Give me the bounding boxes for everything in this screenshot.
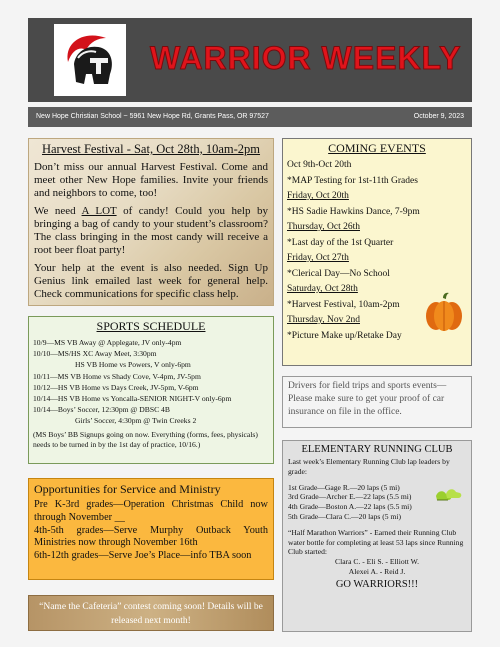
- sports-row: 10/14—HS VB Home vs Yoncalla-SENIOR NIGHT-V only-6pm: [33, 394, 232, 404]
- running-club-heading: ELEMENTARY RUNNING CLUB: [301, 444, 453, 455]
- opportunity-item: 6th-12th grades—Serve Joe’s Place—info TBA soon: [34, 550, 252, 562]
- event-line: Saturday, Oct 28th: [287, 284, 358, 294]
- event-line: *MAP Testing for 1st-11th Grades: [287, 175, 418, 186]
- event-line: Oct 9th-Oct 20th: [287, 160, 352, 170]
- harvest-paragraph-1: Don’t miss our annual Harvest Festival. Come and meet other New Hope families. Invite your friends and neighbors to come, too!: [34, 161, 268, 199]
- harvest-p2-start: We need: [34, 205, 82, 217]
- opportunity-item: Pre K-3rd grades—Operation Christmas Child now through November __: [34, 499, 268, 523]
- running-club-section: [282, 440, 472, 632]
- lap-leader: 1st Grade—Gage R.—20 laps (5 mi): [288, 482, 400, 492]
- event-line: *Picture Make up/Retake Day: [287, 330, 402, 341]
- go-warriors: GO WARRIORS!!!: [335, 578, 419, 590]
- event-line: Thursday, Oct 26th: [287, 222, 360, 232]
- sports-schedule-heading: SPORTS SCHEDULE: [96, 319, 206, 333]
- event-line: *Clerical Day—No School: [287, 268, 390, 279]
- sports-note: (MS Boys’ BB Signups going on now. Everything (forms, fees, physicals) needs to be turned in by the 1st day of practice, 10/16.): [33, 429, 258, 449]
- warrior-helmet-logo: [54, 24, 126, 96]
- sports-row: 10/9—MS VB Away @ Applegate, JV only-4pm: [33, 338, 182, 347]
- opportunity-item: 4th-5th grades—Serve Murphy Outback Youth Ministries now through November 16th: [34, 524, 268, 549]
- sports-row: Girls’ Soccer, 4:30pm @ Twin Creeks 2: [75, 416, 197, 426]
- drivers-notice: Drivers for field trips and sports events—Please make sure to get your proof of car insurance on file in the office.: [282, 376, 472, 428]
- harvest-p2-emphasis: A LOT: [81, 205, 117, 217]
- pumpkin-icon: [422, 290, 466, 334]
- address-bar: [28, 107, 472, 127]
- coming-events-heading: COMING EVENTS: [328, 141, 426, 155]
- event-line: Thursday, Nov 2nd: [287, 315, 360, 325]
- sports-row: HS VB Home vs Powers, V only-6pm: [75, 360, 191, 370]
- harvest-p2-end: of candy! Could you help by bringing a bag of candy to your student’s classroom? The class bringing in the most candy will receive a root beer float party!: [34, 205, 268, 256]
- event-line: *Harvest Festival, 10am-2pm: [287, 299, 400, 310]
- lap-leader: 3rd Grade—Archer E.—22 laps (5.5 mi): [288, 492, 412, 502]
- half-marathon-text: “Half Marathon Warriors” - Earned their Running Club water bottle for completing at least 53 laps since Running Club started:: [288, 527, 464, 557]
- event-line: Friday, Oct 27th: [287, 253, 349, 263]
- event-line: *HS Sadie Hawkins Dance, 7-9pm: [287, 206, 420, 217]
- half-marathon-names: Alexei A. - Reid J.: [348, 566, 406, 576]
- cafeteria-contest-banner: “Name the Cafeteria” contest coming soon! Details will be released next month!: [28, 595, 274, 631]
- sports-schedule-section: [28, 316, 274, 464]
- running-club-intro: Last week’s Elementary Running Club lap leaders by grade:: [288, 457, 450, 476]
- harvest-paragraph-3: Your help at the event is also needed. Sign Up Genius link emailed last week for general help. Check communications for specific class help.: [34, 262, 268, 300]
- sports-row: 10/14—Boys’ Soccer, 12:30pm @ DBSC 4B: [33, 405, 170, 415]
- newsletter-title: WARRIOR WEEKLY: [150, 40, 462, 76]
- running-shoes-icon: [434, 486, 464, 504]
- event-line: Friday, Oct 20th: [287, 191, 349, 201]
- sports-row: 10/10—MS/HS XC Away Meet, 3:30pm: [33, 349, 157, 359]
- harvest-festival-section: [28, 138, 274, 306]
- lap-leader: 5th Grade—Clara C.—20 laps (5 mi): [288, 511, 402, 521]
- event-line: *Last day of the 1st Quarter: [287, 237, 394, 248]
- service-opportunities-section: [28, 478, 274, 580]
- lap-leader: 4th Grade—Boston A.—22 laps (5.5 mi): [288, 502, 412, 512]
- half-marathon-names: Clara C. - Eli S. - Elliott W.: [335, 557, 419, 567]
- sports-row: 10/12—HS VB Home vs Days Creek, JV-5pm, V-6pm: [33, 382, 199, 392]
- issue-date: October 9, 2023: [413, 113, 464, 120]
- service-opportunities-heading: Opportunities for Service and Ministry: [34, 482, 221, 496]
- sports-row: 10/11—MS VB Home vs Shady Cove, V-4pm, JV-5pm: [33, 371, 201, 381]
- harvest-festival-heading: Harvest Festival - Sat, Oct 28th, 10am-2pm: [41, 142, 261, 156]
- school-address: New Hope Christian School ~ 5961 New Hope Rd, Grants Pass, OR 97527: [36, 113, 269, 120]
- harvest-paragraph-2: [34, 205, 268, 257]
